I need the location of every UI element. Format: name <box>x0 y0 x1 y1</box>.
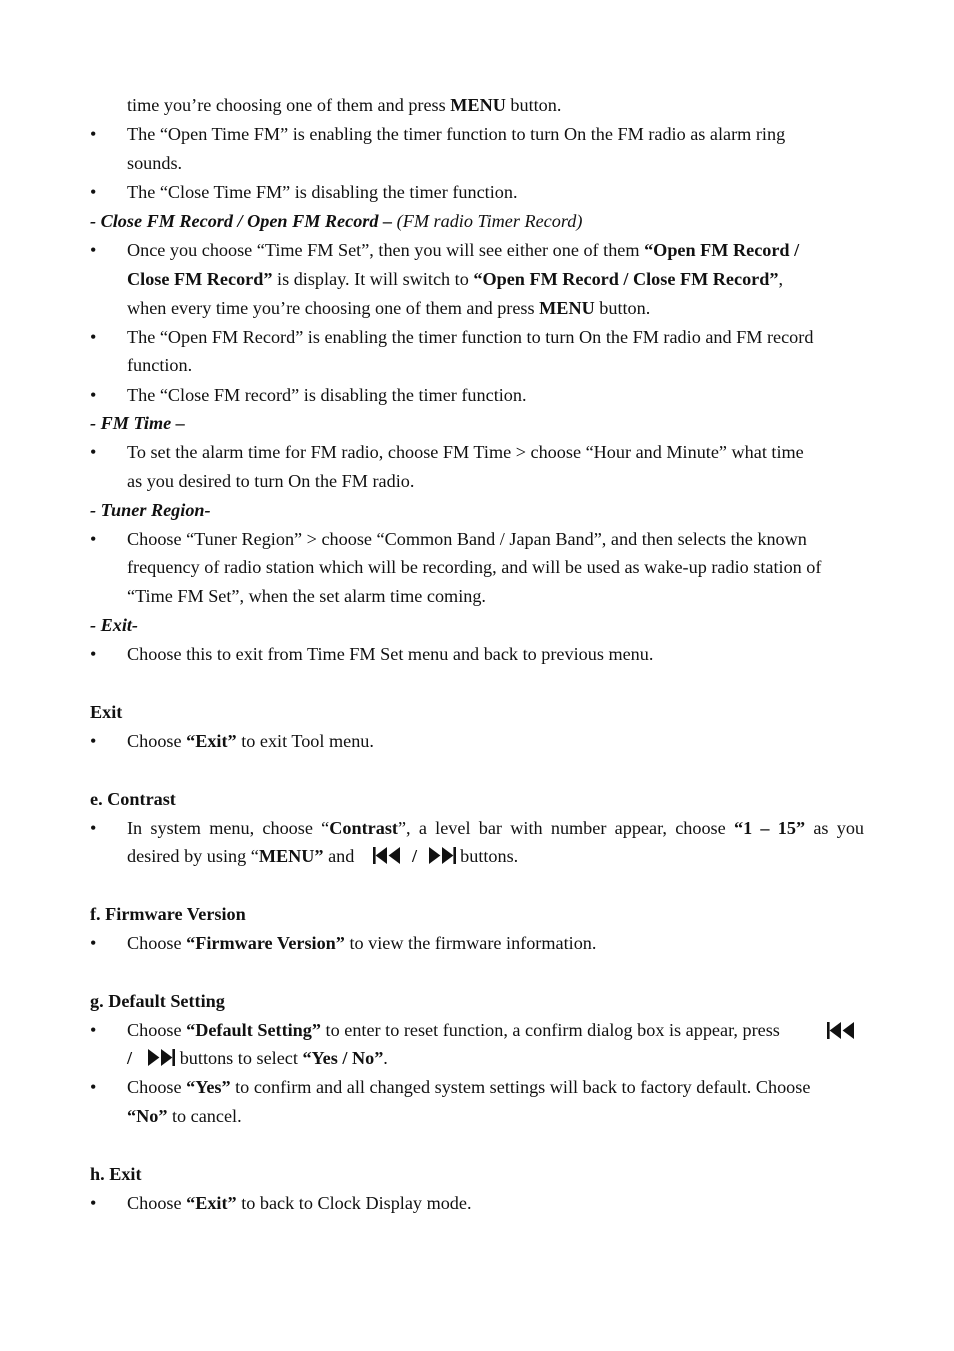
list-item <box>90 1073 864 1102</box>
text-line <box>127 91 561 120</box>
text: The “Open Time FM” is enabling the timer function to turn On the FM radio as alarm ring <box>127 124 786 144</box>
bold-text: “Open FM Record / <box>644 240 800 260</box>
bullet: • <box>90 529 97 549</box>
section-heading-contrast: e. Contrast <box>90 789 176 809</box>
list-item <box>90 236 864 265</box>
list-item <box>90 1189 864 1218</box>
text-line: sounds. <box>127 153 183 173</box>
bullet: • <box>90 240 97 260</box>
text: Choose <box>127 731 187 751</box>
text: The “Close FM record” is disabling the timer function. <box>127 385 527 405</box>
list-item <box>90 929 864 958</box>
list-item <box>90 120 864 149</box>
slash: / <box>411 846 418 866</box>
list-item <box>90 525 864 554</box>
skip-previous-icon <box>373 847 401 864</box>
list-item <box>90 1016 864 1045</box>
text: buttons. <box>460 846 519 866</box>
list-item <box>90 178 864 207</box>
subheading-tuner-region: - Tuner Region- <box>90 500 211 520</box>
menu-label: MENU” <box>258 846 324 866</box>
bold-text: “No” <box>127 1106 168 1126</box>
text: Choose <box>127 1193 187 1213</box>
text-line <box>127 294 650 323</box>
list-item <box>90 814 864 843</box>
list-item <box>90 640 864 669</box>
text: to enter to reset function, a confirm dialog box is appear, press <box>321 1020 780 1040</box>
bullet: • <box>90 731 97 751</box>
bullet: • <box>90 1077 97 1097</box>
bullet: • <box>90 385 97 405</box>
bullet: • <box>90 124 97 144</box>
text: to cancel. <box>167 1106 242 1126</box>
text-line: frequency of radio station which will be recording, and will be used as wake-up radio station of <box>127 557 822 577</box>
bullet: • <box>90 933 97 953</box>
skip-previous-icon <box>827 1022 855 1039</box>
bullet: • <box>90 818 97 838</box>
text-line <box>127 842 518 871</box>
text: and <box>323 846 359 866</box>
skip-next-icon <box>147 1049 175 1066</box>
text: To set the alarm time for FM radio, choose FM Time > choose “Hour and Minute” what time <box>127 442 804 462</box>
list-item <box>90 323 864 352</box>
slash: / <box>127 1048 133 1068</box>
text: to exit Tool menu. <box>236 731 374 751</box>
text: Choose this to exit from Time FM Set menu and back to previous menu. <box>127 644 654 664</box>
text: Choose <box>127 1077 187 1097</box>
bold-text: “Firmware Version” <box>186 933 345 953</box>
text: to confirm and all changed system settings will back to factory default. Choose <box>230 1077 811 1097</box>
text-line: “Time FM Set”, when the set alarm time coming. <box>127 586 486 606</box>
text: desired by using “ <box>127 846 259 866</box>
text: to view the firmware information. <box>344 933 597 953</box>
text: time you’re choosing one of them and press <box>127 95 451 115</box>
section-heading-firmware: f. Firmware Version <box>90 904 246 924</box>
text: Once you choose “Time FM Set”, then you will see either one of them <box>127 240 645 260</box>
text: button. <box>594 298 651 318</box>
subheading-fm-time: - FM Time – <box>90 413 185 433</box>
bold-text: “Default Setting” <box>186 1020 321 1040</box>
bold-text: “Yes / No” <box>302 1048 384 1068</box>
text: In system menu, choose “ <box>127 818 330 838</box>
text: Choose <box>127 933 187 953</box>
list-item <box>90 438 864 467</box>
text: ”, a level bar with number appear, choose <box>397 818 734 838</box>
text: , <box>778 269 783 289</box>
text: as you <box>805 818 865 838</box>
menu-label: MENU <box>539 298 595 318</box>
bold-text: “Open FM Record / Close FM Record” <box>473 269 779 289</box>
text-line <box>127 1102 242 1131</box>
bullet: • <box>90 442 97 462</box>
bullet: • <box>90 1020 97 1040</box>
bold-text: “1 – 15” <box>733 818 806 838</box>
list-item <box>90 381 864 410</box>
bold-text: Contrast <box>329 818 398 838</box>
text-line <box>127 265 783 294</box>
list-item <box>90 727 864 756</box>
subheading-exit: - Exit- <box>90 615 138 635</box>
text: is display. It will switch to <box>272 269 474 289</box>
subheading <box>90 207 582 236</box>
text-line: function. <box>127 355 193 375</box>
text: Choose “Tuner Region” > choose “Common Band / Japan Band”, and then selects the known <box>127 529 807 549</box>
bullet: • <box>90 644 97 664</box>
section-heading-default-setting: g. Default Setting <box>90 991 225 1011</box>
text-line <box>127 1044 388 1073</box>
subheading-title: - Close FM Record / Open FM Record – <box>90 211 397 231</box>
bullet: • <box>90 1193 97 1213</box>
section-heading-h-exit: h. Exit <box>90 1164 142 1184</box>
bold-text: Close FM Record” <box>127 269 273 289</box>
text: The “Close Time FM” is disabling the timer function. <box>127 182 518 202</box>
bold-text: “Exit” <box>186 731 237 751</box>
text: Choose <box>127 1020 187 1040</box>
text: buttons to select <box>179 1048 303 1068</box>
section-heading-exit: Exit <box>90 702 123 722</box>
subheading-note: (FM radio Timer Record) <box>396 211 583 231</box>
bold-text: “Exit” <box>186 1193 237 1213</box>
text: The “Open FM Record” is enabling the timer function to turn On the FM radio and FM record <box>127 327 814 347</box>
text: button. <box>505 95 562 115</box>
bullet: • <box>90 182 97 202</box>
text: to back to Clock Display mode. <box>236 1193 472 1213</box>
menu-label: MENU <box>450 95 506 115</box>
bold-text: “Yes” <box>186 1077 231 1097</box>
bullet: • <box>90 327 97 347</box>
text: . <box>383 1048 388 1068</box>
skip-next-icon <box>428 847 456 864</box>
text: when every time you’re choosing one of them and press <box>127 298 540 318</box>
text-line: as you desired to turn On the FM radio. <box>127 471 415 491</box>
